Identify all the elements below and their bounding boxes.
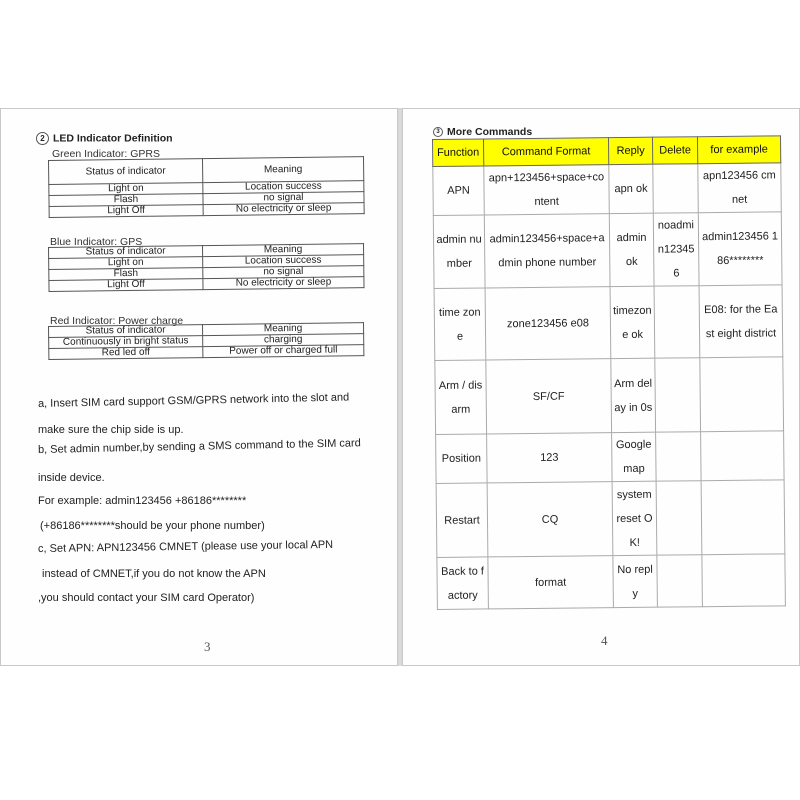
table-cell: zone123456 e08 bbox=[485, 287, 611, 360]
instruction-line: ,you should contact your SIM card Operator) bbox=[38, 592, 255, 604]
instruction-line: inside device. bbox=[38, 472, 105, 484]
table-cell: Arm delay in 0s bbox=[611, 358, 656, 432]
instruction-line: For example: admin123456 +86186******** bbox=[38, 495, 247, 507]
table-row bbox=[433, 163, 781, 216]
table-cell: charging bbox=[203, 334, 364, 347]
table-row bbox=[436, 431, 784, 484]
instruction-line: (+86186********should be your phone number) bbox=[40, 520, 265, 532]
commands-heading bbox=[433, 126, 532, 138]
commands-table bbox=[432, 135, 786, 610]
table-cell: APN bbox=[433, 166, 485, 216]
table-cell: Google map bbox=[612, 432, 657, 481]
table-cell: Red led off bbox=[49, 347, 203, 360]
table-cell bbox=[701, 480, 785, 555]
table-cell: no signal bbox=[203, 192, 364, 205]
table-row bbox=[434, 285, 783, 361]
led-heading bbox=[36, 132, 173, 145]
commands-heading-text: More Commands bbox=[447, 126, 533, 138]
red-indicator-table bbox=[48, 322, 364, 360]
red-indicator-title: Red Indicator: Power charge bbox=[50, 315, 184, 327]
table-header-row bbox=[433, 136, 781, 167]
table-cell: Light Off bbox=[49, 205, 203, 218]
table-cell: Location success bbox=[203, 255, 364, 268]
table-cell: noadmin123456 bbox=[653, 213, 699, 286]
table-cell: system reset OK! bbox=[612, 481, 657, 555]
section-number-icon: 3 bbox=[433, 127, 443, 137]
table-cell bbox=[702, 554, 786, 607]
table-cell: Power off or charged full bbox=[203, 345, 364, 358]
table-cell: Back to factory bbox=[437, 557, 489, 610]
page-number: 3 bbox=[204, 639, 211, 654]
table-cell: Restart bbox=[436, 483, 488, 558]
table-cell: Location success bbox=[203, 181, 364, 194]
table-cell bbox=[653, 164, 699, 213]
column-header: Command Format bbox=[484, 138, 609, 166]
table-cell: 123 bbox=[487, 433, 613, 483]
instruction-line: c, Set APN: APN123456 CMNET (please use your local APN bbox=[37, 538, 334, 555]
led-heading-text: LED Indicator Definition bbox=[53, 132, 173, 145]
table-cell: No electricity or sleep bbox=[203, 277, 364, 290]
table-cell: Flash bbox=[49, 194, 203, 207]
section-number-icon: 2 bbox=[36, 132, 49, 145]
table-cell: Light on bbox=[49, 183, 203, 196]
table-cell: No electricity or sleep bbox=[203, 203, 364, 216]
table-cell: no signal bbox=[203, 266, 364, 279]
table-cell bbox=[657, 555, 703, 607]
column-header: for example bbox=[697, 136, 780, 164]
table-cell: Continuously in bright status bbox=[49, 336, 203, 349]
table-cell: timezone ok bbox=[610, 286, 655, 358]
instruction-line: b, Set admin number,by sending a SMS command to the SIM card bbox=[37, 437, 361, 456]
table-cell: admin123456+space+admin phone number bbox=[484, 214, 610, 288]
table-cell: admin number bbox=[433, 215, 485, 289]
table-cell bbox=[655, 358, 701, 432]
table-cell: Light Off bbox=[49, 279, 203, 292]
column-header: Reply bbox=[608, 137, 652, 164]
table-row bbox=[435, 357, 784, 435]
instruction-line: instead of CMNET,if you do not know the APN bbox=[42, 568, 266, 580]
table-cell bbox=[654, 286, 700, 358]
table-cell: time zone bbox=[434, 288, 486, 361]
table-cell: format bbox=[488, 556, 614, 609]
blue-indicator-table bbox=[48, 243, 365, 292]
table-cell: Position bbox=[436, 434, 488, 484]
table-cell: CQ bbox=[487, 482, 613, 557]
table-cell bbox=[701, 431, 785, 481]
green-indicator-title: Green Indicator: GPRS bbox=[52, 148, 160, 160]
table-cell: E08: for the East eight district bbox=[699, 285, 783, 358]
table-cell: Meaning bbox=[202, 323, 363, 336]
instruction-line: a, Insert SIM card support GSM/GPRS network into the slot and bbox=[37, 391, 350, 410]
table-cell: apn123456 cmnet bbox=[698, 163, 782, 213]
table-cell: Light on bbox=[49, 257, 203, 270]
table-cell: No reply bbox=[613, 555, 658, 607]
table-cell bbox=[656, 481, 702, 555]
table-cell: SF/CF bbox=[486, 359, 612, 434]
table-cell: apn ok bbox=[609, 164, 654, 213]
table-cell: Status of indicator bbox=[49, 325, 203, 338]
table-cell: apn+123456+space+content bbox=[484, 165, 610, 215]
table-cell: Status of indicator bbox=[49, 246, 203, 259]
table-cell: Status of indicator bbox=[49, 159, 203, 185]
column-header: Delete bbox=[652, 137, 697, 164]
table-cell: Meaning bbox=[202, 157, 363, 183]
column-header: Function bbox=[433, 139, 484, 167]
page-number: 4 bbox=[601, 633, 608, 648]
instruction-line: make sure the chip side is up. bbox=[38, 424, 184, 436]
table-row bbox=[433, 212, 782, 289]
table-cell bbox=[656, 432, 702, 481]
green-indicator-table bbox=[48, 156, 365, 218]
table-cell: admin ok bbox=[609, 213, 654, 286]
table-cell: Arm / disarm bbox=[435, 360, 487, 435]
table-cell: admin123456 186******** bbox=[698, 212, 782, 286]
table-cell bbox=[700, 357, 784, 432]
table-cell: Meaning bbox=[202, 244, 363, 257]
table-row bbox=[436, 480, 785, 558]
table-cell: Flash bbox=[49, 268, 203, 281]
blue-indicator-title: Blue Indicator: GPS bbox=[50, 236, 143, 248]
table-row bbox=[437, 554, 786, 610]
